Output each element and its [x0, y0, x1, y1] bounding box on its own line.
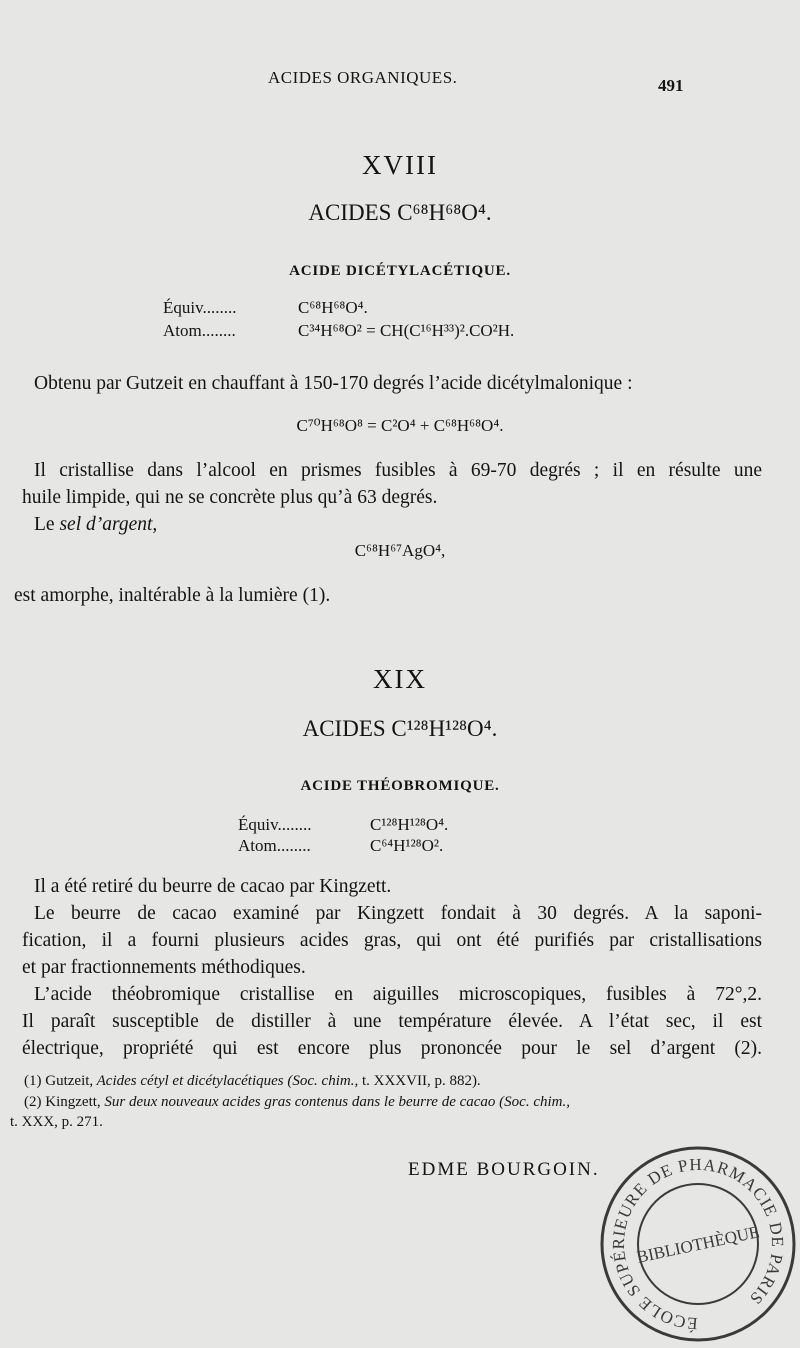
- equiv-formula: C¹²⁸H¹²⁸O⁴.: [370, 815, 449, 834]
- section-title-xix: ACIDES C¹²⁸H¹²⁸O⁴.: [302, 716, 498, 741]
- atom-formula: C³⁴H⁶⁸O² = CH(C¹⁶H³³)².CO²H.: [298, 321, 515, 340]
- footnote-ref: t. XXX, p. 271.: [10, 1114, 103, 1130]
- paragraph-kingzett: [22, 873, 762, 1062]
- paragraph-cristallise: [22, 457, 762, 538]
- paragraph-amorphe: est amorphe, inaltérable à la lumière (1).: [14, 585, 331, 606]
- subtitle-theobromique: ACIDE THÉOBROMIQUE.: [300, 778, 500, 794]
- atom-label: Atom........: [163, 321, 236, 340]
- paragraph-obtenu: Obtenu par Gutzeit en chauffant à 150-170 degrés l’acide dicétylmalonique :: [34, 373, 633, 394]
- footnote-ref: t. XXXVII, p. 882).: [361, 1073, 481, 1089]
- section-number-xviii: XVIII: [362, 150, 438, 180]
- equiv-label: Équiv........: [163, 298, 237, 317]
- reaction-equation: C⁷⁰H⁶⁸O⁸ = C²O⁴ + C⁶⁸H⁶⁸O⁴.: [296, 416, 504, 435]
- footnote-marker: (2): [24, 1094, 42, 1110]
- footnote-2: [24, 1094, 570, 1111]
- footnote-2-continuation: [10, 1114, 103, 1131]
- library-stamp: [596, 1142, 800, 1343]
- atom-label: Atom........: [238, 836, 311, 855]
- footnote-title: Sur deux nouveaux acides gras contenus dans le beurre de cacao: [104, 1094, 496, 1110]
- paragraph-line: huile limpide, qui ne se concrète plus qu’à 63 degrés.: [22, 487, 438, 508]
- footnote-1: [24, 1073, 481, 1090]
- paragraph-line: électrique, propriété qui est encore plus prononcée pour le sel d’argent (2).: [22, 1038, 762, 1059]
- paragraph-line: fication, il a fourni plusieurs acides gras, qui ont été purifiés par cristallisations: [22, 930, 762, 951]
- paragraph-line: Il paraît susceptible de distiller à une température élevée. A l’état sec, il est: [22, 1011, 762, 1032]
- footnote-source: (Soc. chim.,: [499, 1094, 570, 1110]
- stamp-center-text: BIBLIOTHÈQUE: [635, 1222, 762, 1267]
- section-title-xviii: ACIDES C⁶⁸H⁶⁸O⁴.: [308, 200, 492, 225]
- sel-argent-italic: sel d’argent,: [59, 514, 158, 535]
- paragraph-line: Il cristallise dans l’alcool en prismes fusibles à 69-70 degrés ; il en résulte une: [34, 460, 762, 481]
- page-number: 491: [658, 76, 684, 95]
- silver-salt-formula: C⁶⁸H⁶⁷AgO⁴,: [354, 541, 446, 560]
- stamp-seal-icon: [596, 1142, 800, 1343]
- paragraph-line: Il a été retiré du beurre de cacao par Kingzett.: [34, 876, 392, 897]
- footnote-marker: (1): [24, 1073, 42, 1089]
- equiv-label: Équiv........: [238, 815, 312, 834]
- footnote-author: Gutzeit,: [45, 1073, 94, 1089]
- paragraph-line: [22, 511, 762, 538]
- footnote-title: Acides cétyl et dicétylacétiques: [96, 1073, 284, 1089]
- footnote-author: Kingzett,: [45, 1094, 101, 1110]
- sel-lead: Le: [34, 514, 55, 535]
- subtitle-dicetylacetique: ACIDE DICÉTYLACÉTIQUE.: [289, 263, 511, 279]
- section-number-xix: XIX: [373, 664, 427, 694]
- running-title: ACIDES ORGANIQUES.: [268, 68, 458, 87]
- author-signature: EDME BOURGOIN.: [408, 1159, 600, 1180]
- equiv-formula: C⁶⁸H⁶⁸O⁴.: [298, 298, 368, 317]
- paragraph-line: Le beurre de cacao examiné par Kingzett fondait à 30 degrés. A la saponi-: [34, 903, 762, 924]
- atom-formula: C⁶⁴H¹²⁸O².: [370, 836, 444, 855]
- paragraph-line: L’acide théobromique cristallise en aiguilles microscopiques, fusibles à 72°,2.: [34, 984, 762, 1005]
- stamp-ring-text: ÉCOLE SUPÉRIEURE DE PHARMACIE DE PARIS: [608, 1154, 788, 1334]
- footnote-source: (Soc. chim.,: [287, 1073, 359, 1089]
- paragraph-line: et par fractionnements méthodiques.: [22, 957, 306, 978]
